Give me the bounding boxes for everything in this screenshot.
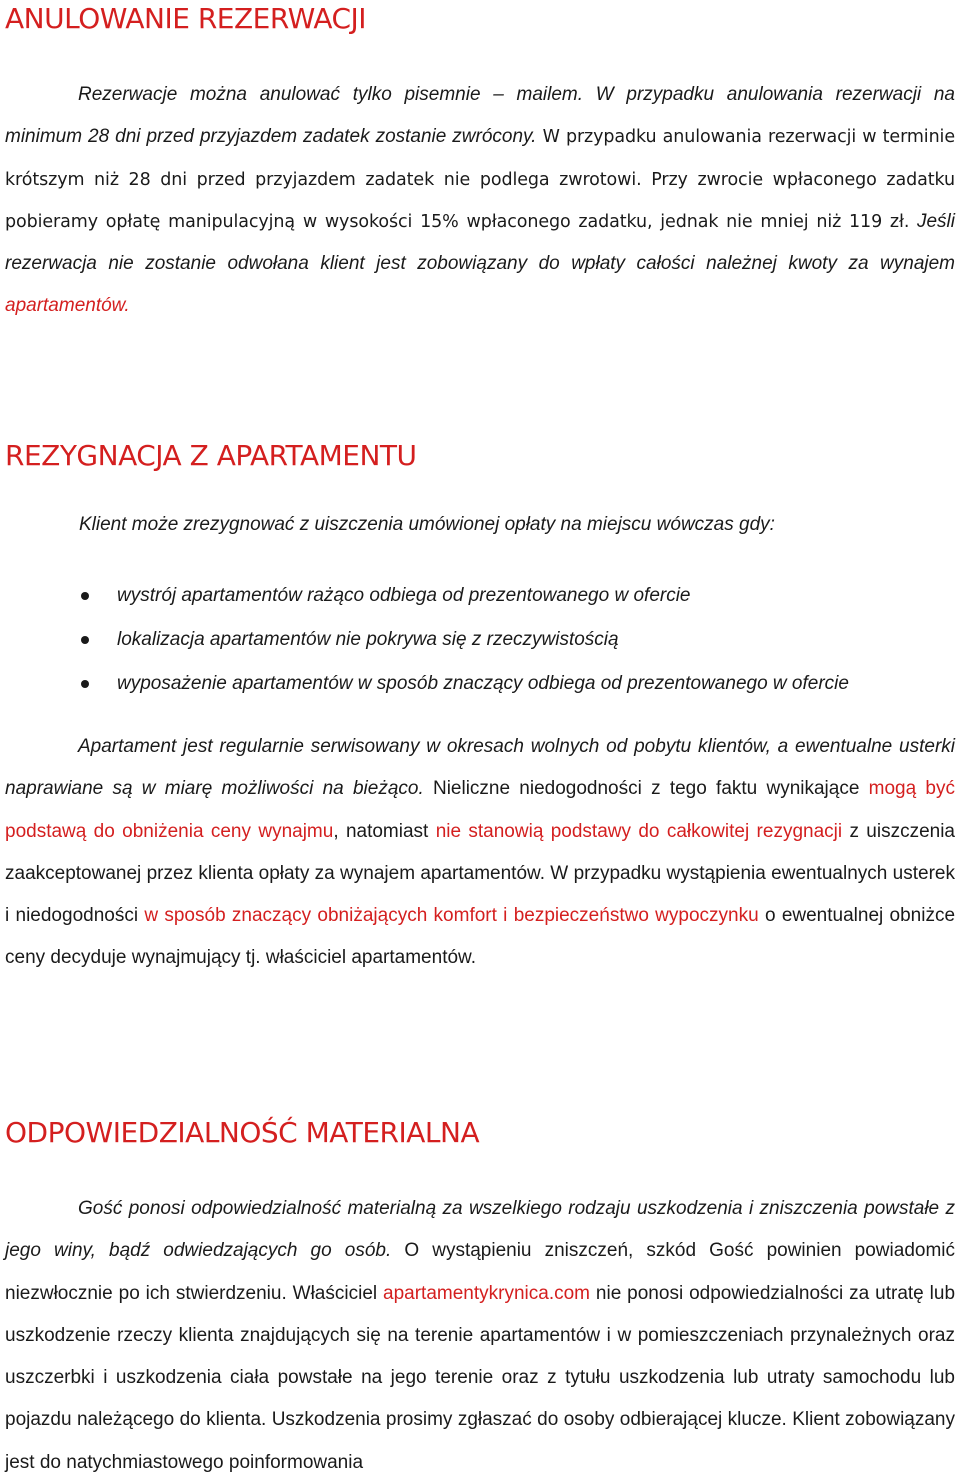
bullet-icon xyxy=(81,680,89,688)
heading-liability: ODPOWIEDZIALNOŚĆ MATERIALNA xyxy=(5,1116,480,1149)
resignation-paragraph: Apartament jest regularnie serwisowany w okresach wolnych od pobytu klientów, a ewentualne usterki naprawiane są w miarę możliwości na bieżąco. Nieliczne niedogodności z tego faktu wynikające mogą być podstawą do obniżenia ceny wynajmu, natomiast nie stanowią podstawy do całkowitej rezygnacji z uiszczenia zaakceptowanej przez klienta opłaty za wynajem apartamentów. W przypadku wystąpienia ewentualnych usterek i niedogodności w sposób znaczący obniżających komfort i bezpieczeństwo wypoczynku o ewentualnej obniżce ceny decyduje wynajmujący tj. właściciel apartamentów. xyxy=(5,736,956,969)
website-link[interactable]: apartamentykrynica.com xyxy=(383,1282,590,1304)
bullet-icon xyxy=(81,636,89,644)
liability-text-italic: Gość ponosi odpowiedzialność materialną za wszelkiego rodzaju uszkodzenia i zniszczenia powstałe z jego winy, bądź odwiedzających go osób. xyxy=(5,1198,955,1262)
liability-paragraph: Gość ponosi odpowiedzialność materialną za wszelkiego rodzaju uszkodzenia i zniszczenia powstałe z jego winy, bądź odwiedzających go osób. O wystąpieniu zniszczeń, szkód Gość powinien powiadomić niezwłocznie po ich stwierdzeniu. Właściciel apartamentykrynica.com nie ponosi odpowiedzialności za utratę lub uszkodzenie rzeczy klienta znajdujących się na terenie apartamentów i w pomieszczeniach przynależnych oraz uszczerbki i uszkodzenia ciała powstałe na jego terenie oraz z tytułu uszkodzenia lub utraty samochodu lub pojazdu należącego do klienta. Uszkodzenia prosimy zgłaszać do osoby odbierającej klucze. Klient zobowiązany jest do natychmiastowego poinformowania xyxy=(5,1198,956,1473)
cancellation-text-italic: Rezerwacje można anulować tylko pisemnie – mailem. W przypadku anulowania rezerwacji na minimum 28 dni przed przyjazdem zadatek zostanie zwrócony. xyxy=(5,84,955,148)
heading-resignation: REZYGNACJA Z APARTAMENTU xyxy=(5,439,417,472)
highlight-comfort-safety: w sposób znaczący obniżających komfort i bezpieczeństwo wypoczynku xyxy=(144,905,759,927)
list-item: wyposażenie apartamentów w sposób znaczący odbiega od prezentowanego w ofercie xyxy=(0,662,960,706)
cancellation-text-refund: W przypadku anulowania rezerwacji w terminie krótszym niż 28 dni przed przyjazdem zadatek nie podlega zwrotowi. Przy zwrocie wpłaconego zadatku pobieramy opłatę manipulacyjną w wysokości 15% wpłaconego zadatku, jednak nie mniej niż 119 zł. xyxy=(5,127,955,232)
apartments-link[interactable]: apartamentów. xyxy=(5,295,130,317)
highlight-price-reduction: mogą być podstawą do obniżenia ceny wynajmu xyxy=(5,778,955,842)
cancellation-paragraph xyxy=(5,74,955,328)
resignation-conditions-list xyxy=(0,574,960,706)
bullet-icon xyxy=(81,592,89,600)
cancellation-text-obligation: Jeśli rezerwacja nie zostanie odwołana klient jest zobowiązany do wpłaty całości należnej kwoty za wynajem xyxy=(5,210,955,275)
highlight-no-full-resignation: nie stanowią podstawy do całkowitej rezygnacji xyxy=(435,820,843,842)
list-item: lokalizacja apartamentów nie pokrywa się z rzeczywistością xyxy=(0,618,960,662)
resignation-intro: Klient może zrezygnować z uiszczenia umówionej opłaty na miejscu wówczas gdy: xyxy=(79,514,775,535)
heading-cancellation: ANULOWANIE REZERWACJI xyxy=(5,2,367,35)
service-text-italic: Apartament jest regularnie serwisowany w okresach wolnych od pobytu klientów, a ewentualne usterki naprawiane są w miarę możliwości na bieżąco. xyxy=(5,736,955,800)
list-item: wystrój apartamentów rażąco odbiega od prezentowanego w ofercie xyxy=(0,574,960,618)
